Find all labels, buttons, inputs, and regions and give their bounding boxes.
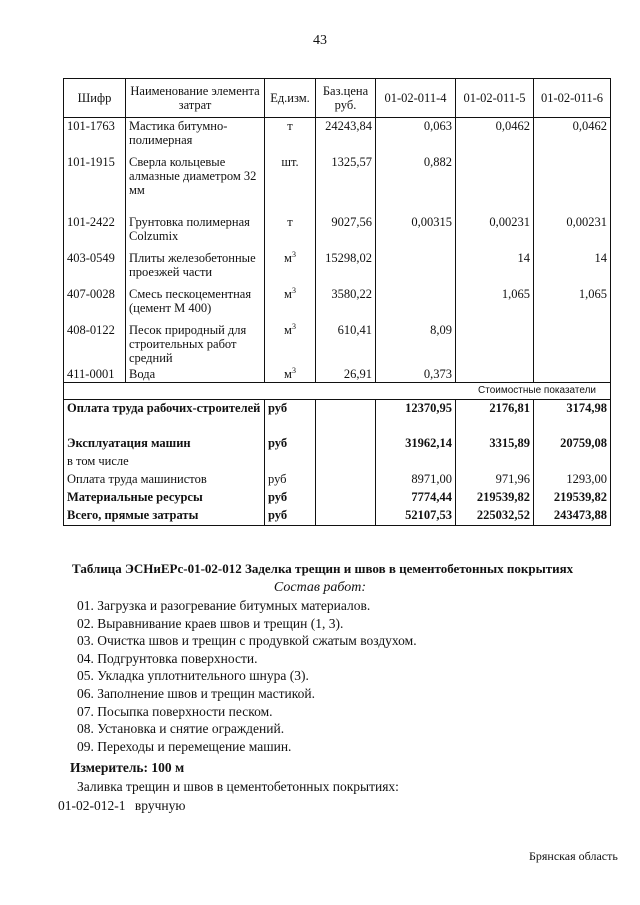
- code-row: [58, 798, 185, 814]
- summary-row: [64, 471, 611, 489]
- cost-indicators-row: [64, 382, 611, 399]
- cell-value-5: 1,065: [456, 286, 534, 322]
- cell-value-4: [376, 286, 456, 322]
- cell-name: Плиты железобетонные проезжей части: [126, 250, 265, 286]
- summary-value-5: 971,96: [456, 471, 534, 489]
- meter-label: Измеритель: 100 м: [70, 760, 185, 775]
- cell-code: 408-0122: [64, 322, 126, 366]
- cell-value-5: 0,0462: [456, 118, 534, 154]
- cell-price: 610,41: [316, 322, 376, 366]
- cell-value-4: 0,882: [376, 154, 456, 214]
- cell-value-5: [456, 154, 534, 214]
- cell-price: 1325,57: [316, 154, 376, 214]
- summary-value-6: 1293,00: [534, 471, 611, 489]
- work-step: 01. Загрузка и разогревание битумных материалов.: [77, 598, 371, 613]
- cell-value-5: 0,00231: [456, 214, 534, 250]
- summary-unit: руб: [265, 399, 316, 435]
- cell-value-5: [456, 366, 534, 383]
- cell-value-6: [534, 322, 611, 366]
- resources-table: [63, 78, 611, 526]
- cell-value-4: 8,09: [376, 322, 456, 366]
- summary-empty-cell: [316, 471, 376, 489]
- summary-value-6: 243473,88: [534, 507, 611, 525]
- cell-name: Песок природный для строительных работ средний: [126, 322, 265, 366]
- summary-unit: руб: [265, 435, 316, 453]
- summary-empty-cell: [316, 489, 376, 507]
- work-steps-list: [77, 597, 417, 755]
- summary-label: Всего, прямые затраты: [64, 507, 265, 525]
- header-name: Наименование элемента затрат: [126, 79, 265, 118]
- cell-value-6: 0,00231: [534, 214, 611, 250]
- cell-code: 411-0001: [64, 366, 126, 383]
- summary-value-4: 8971,00: [376, 471, 456, 489]
- summary-empty-cell: [316, 507, 376, 525]
- summary-value-4: [376, 453, 456, 471]
- summary-value-4: 52107,53: [376, 507, 456, 525]
- summary-value-5: 2176,81: [456, 399, 534, 435]
- summary-row: [64, 507, 611, 525]
- cell-value-4: 0,00315: [376, 214, 456, 250]
- table-row: [64, 366, 611, 383]
- summary-label: Эксплуатация машин: [64, 435, 265, 453]
- fill-description: Заливка трещин и швов в цементобетонных покрытиях:: [77, 779, 399, 794]
- cell-value-5: [456, 322, 534, 366]
- cell-code: 101-1915: [64, 154, 126, 214]
- summary-row: [64, 399, 611, 435]
- cell-price: 26,91: [316, 366, 376, 383]
- table-row: [64, 154, 611, 214]
- cell-value-4: 0,373: [376, 366, 456, 383]
- header-col-4: 01-02-011-4: [376, 79, 456, 118]
- summary-value-5: 3315,89: [456, 435, 534, 453]
- summary-value-6: 219539,82: [534, 489, 611, 507]
- cell-unit: $м^3$: [265, 322, 316, 366]
- header-code: Шифр: [64, 79, 126, 118]
- table-row: [64, 286, 611, 322]
- work-step: 06. Заполнение швов и трещин мастикой.: [77, 685, 315, 701]
- code-value: 01-02-012-1: [58, 798, 126, 813]
- summary-value-6: 20759,08: [534, 435, 611, 453]
- cell-value-4: [376, 250, 456, 286]
- page-number: 43: [313, 33, 327, 48]
- cell-code: 403-0549: [64, 250, 126, 286]
- cell-value-6: 1,065: [534, 286, 611, 322]
- summary-unit: руб: [265, 489, 316, 507]
- cell-price: 15298,02: [316, 250, 376, 286]
- cell-value-6: [534, 366, 611, 383]
- summary-row: [64, 435, 611, 453]
- cell-code: 101-1763: [64, 118, 126, 154]
- cell-unit: $м^3$: [265, 366, 316, 383]
- summary-value-4: 31962,14: [376, 435, 456, 453]
- cell-name: Смесь пескоцементная (цемент М 400): [126, 286, 265, 322]
- summary-unit: руб: [265, 471, 316, 489]
- cell-price: 24243,84: [316, 118, 376, 154]
- summary-value-5: 225032,52: [456, 507, 534, 525]
- cell-value-6: 0,0462: [534, 118, 611, 154]
- work-step: 07. Посыпка поверхности песком.: [77, 703, 273, 719]
- header-price: Баз.цена руб.: [316, 79, 376, 118]
- work-step: 09. Переходы и перемещение машин.: [77, 738, 292, 754]
- summary-empty-cell: [316, 453, 376, 471]
- summary-value-6: 3174,98: [534, 399, 611, 435]
- table-row: [64, 250, 611, 286]
- cell-value-6: 14: [534, 250, 611, 286]
- summary-label: Материальные ресурсы: [64, 489, 265, 507]
- section-subtitle: Состав работ:: [273, 580, 367, 595]
- cell-code: 407-0028: [64, 286, 126, 322]
- work-step: 04. Подгрунтовка поверхности.: [77, 650, 258, 666]
- cell-name: Вода: [126, 366, 265, 383]
- cell-code: 101-2422: [64, 214, 126, 250]
- cell-unit: т: [265, 118, 316, 154]
- header-col-6: 01-02-011-6: [534, 79, 611, 118]
- summary-empty-cell: [316, 435, 376, 453]
- summary-empty-cell: [316, 399, 376, 435]
- work-step: 05. Укладка уплотнительного шнура (3).: [77, 668, 309, 684]
- summary-unit: руб: [265, 507, 316, 525]
- table-row: [64, 118, 611, 154]
- cost-indicators-label: Стоимостные показатели: [64, 382, 611, 399]
- cell-price: 3580,22: [316, 286, 376, 322]
- summary-value-6: [534, 453, 611, 471]
- summary-unit: [265, 453, 316, 471]
- summary-label: в том числе: [64, 453, 265, 471]
- summary-value-5: 219539,82: [456, 489, 534, 507]
- summary-value-4: 7774,44: [376, 489, 456, 507]
- summary-label: Оплата труда машинистов: [64, 471, 265, 489]
- work-step: 02. Выравнивание краев швов и трещин (1, 3).: [77, 615, 344, 631]
- cell-unit: $м^3$: [265, 250, 316, 286]
- summary-value-5: [456, 453, 534, 471]
- cell-unit: $м^3$: [265, 286, 316, 322]
- cell-value-5: 14: [456, 250, 534, 286]
- table-header-row: [64, 79, 611, 118]
- header-col-5: 01-02-011-5: [456, 79, 534, 118]
- summary-value-4: 12370,95: [376, 399, 456, 435]
- cell-price: 9027,56: [316, 214, 376, 250]
- header-unit: Ед.изм.: [265, 79, 316, 118]
- cell-unit: т: [265, 214, 316, 250]
- cell-unit: шт.: [265, 154, 316, 214]
- cell-value-4: 0,063: [376, 118, 456, 154]
- work-step: 03. Очистка швов и трещин с продувкой сжатым воздухом.: [77, 633, 417, 649]
- summary-row: [64, 489, 611, 507]
- summary-row: [64, 453, 611, 471]
- cell-name: Мастика битумно-полимерная: [126, 118, 265, 154]
- code-description: вручную: [134, 798, 186, 813]
- cell-name: Сверла кольцевые алмазные диаметром 32 мм: [126, 154, 265, 214]
- table-row: [64, 214, 611, 250]
- cell-name: Грунтовка полимерная Colzumix: [126, 214, 265, 250]
- table-row: [64, 322, 611, 366]
- cell-value-6: [534, 154, 611, 214]
- region-footer: Брянская область: [529, 849, 618, 863]
- summary-label: Оплата труда рабочих-строителей: [64, 399, 265, 435]
- section-title: Таблица ЭСНиЕРс-01-02-012 Заделка трещин и швов в цементобетонных покрытиях: [72, 561, 574, 576]
- work-step: 08. Установка и снятие ограждений.: [77, 721, 285, 737]
